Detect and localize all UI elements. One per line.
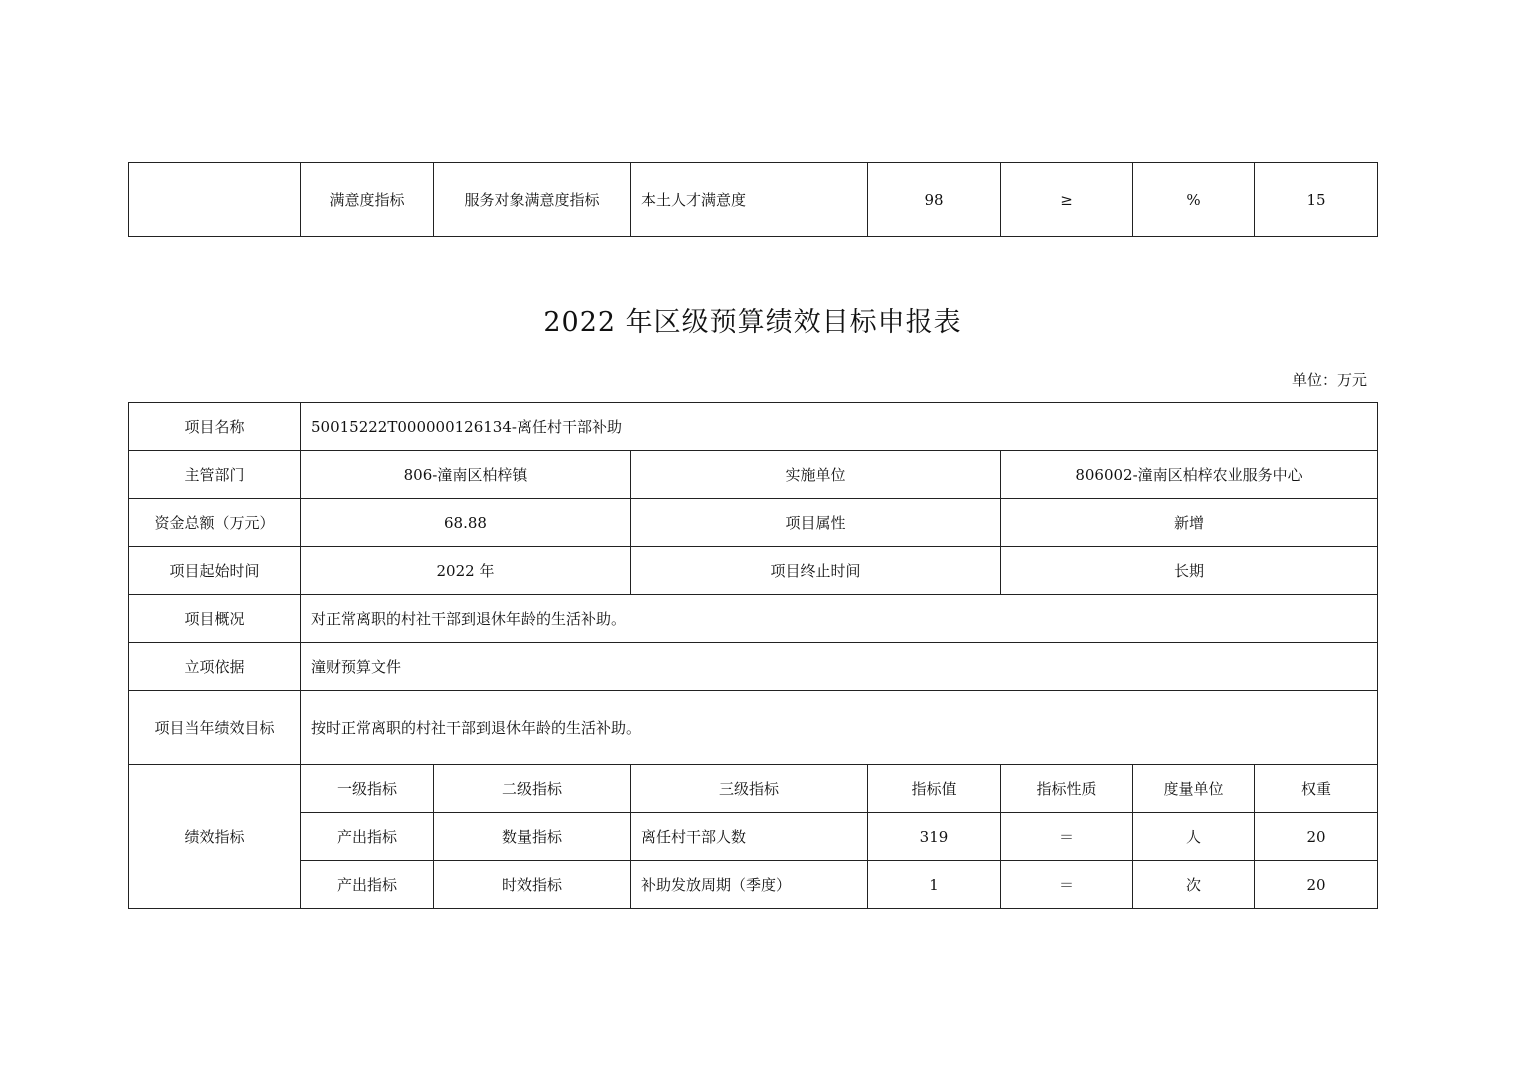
table-cell: 时效指标: [434, 861, 631, 909]
indicator-row: [129, 861, 1378, 909]
table-row: [129, 547, 1378, 595]
start-value: 2022 年: [301, 547, 631, 595]
fund-label: 资金总额（万元）: [129, 499, 301, 547]
dept-value: 806-潼南区柏梓镇: [301, 451, 631, 499]
indicator-header: 二级指标: [434, 765, 631, 813]
table-cell: 15: [1255, 163, 1378, 237]
goal-label: 项目当年绩效目标: [129, 691, 301, 765]
table-cell: 服务对象满意度指标: [434, 163, 631, 237]
table-cell: 1: [868, 861, 1001, 909]
previous-indicator-table: [128, 162, 1378, 237]
impl-label: 实施单位: [631, 451, 1001, 499]
table-cell: ≥: [1001, 163, 1133, 237]
table-row: [129, 163, 1378, 237]
table-cell: ＝: [1001, 813, 1133, 861]
table-cell: 人: [1133, 813, 1255, 861]
indicator-header: 三级指标: [631, 765, 868, 813]
attr-label: 项目属性: [631, 499, 1001, 547]
basis-label: 立项依据: [129, 643, 301, 691]
table-cell: 满意度指标: [301, 163, 434, 237]
table-row: [129, 403, 1378, 451]
indicator-header: 指标性质: [1001, 765, 1133, 813]
indicator-row: [129, 813, 1378, 861]
table-cell: 次: [1133, 861, 1255, 909]
table-row: [129, 499, 1378, 547]
end-label: 项目终止时间: [631, 547, 1001, 595]
table-cell: 产出指标: [301, 861, 434, 909]
table-row: [129, 451, 1378, 499]
indicator-header: 权重: [1255, 765, 1378, 813]
table-cell: 离任村干部人数: [631, 813, 868, 861]
goal-value: 按时正常离职的村社干部到退休年龄的生活补助。: [301, 691, 1378, 765]
table-cell: 20: [1255, 861, 1378, 909]
budget-performance-table: [128, 402, 1378, 909]
table-cell: 产出指标: [301, 813, 434, 861]
table-row: [129, 595, 1378, 643]
table-cell: 本土人才满意度: [631, 163, 868, 237]
impl-value: 806002-潼南区柏梓农业服务中心: [1001, 451, 1378, 499]
attr-value: 新增: [1001, 499, 1378, 547]
project-name-label: 项目名称: [129, 403, 301, 451]
indicator-header: 一级指标: [301, 765, 434, 813]
table-row: [129, 643, 1378, 691]
indicator-header: 指标值: [868, 765, 1001, 813]
table-cell: %: [1133, 163, 1255, 237]
table-cell: 98: [868, 163, 1001, 237]
indicator-header-row: [129, 765, 1378, 813]
table-cell: 319: [868, 813, 1001, 861]
table-cell: 数量指标: [434, 813, 631, 861]
table-cell: 补助发放周期（季度）: [631, 861, 868, 909]
dept-label: 主管部门: [129, 451, 301, 499]
table-cell: [129, 163, 301, 237]
indicator-section-label: 绩效指标: [129, 765, 301, 909]
fund-value: 68.88: [301, 499, 631, 547]
table-cell: 20: [1255, 813, 1378, 861]
table-cell: ＝: [1001, 861, 1133, 909]
project-name-value: 50015222T000000126134-离任村干部补助: [301, 403, 1378, 451]
end-value: 长期: [1001, 547, 1378, 595]
page-title: 2022 年区级预算绩效目标申报表: [543, 307, 962, 338]
start-label: 项目起始时间: [129, 547, 301, 595]
unit-label: 单位：万元: [1291, 371, 1367, 389]
basis-value: 潼财预算文件: [301, 643, 1378, 691]
table-row: [129, 691, 1378, 765]
overview-value: 对正常离职的村社干部到退休年龄的生活补助。: [301, 595, 1378, 643]
overview-label: 项目概况: [129, 595, 301, 643]
indicator-header: 度量单位: [1133, 765, 1255, 813]
